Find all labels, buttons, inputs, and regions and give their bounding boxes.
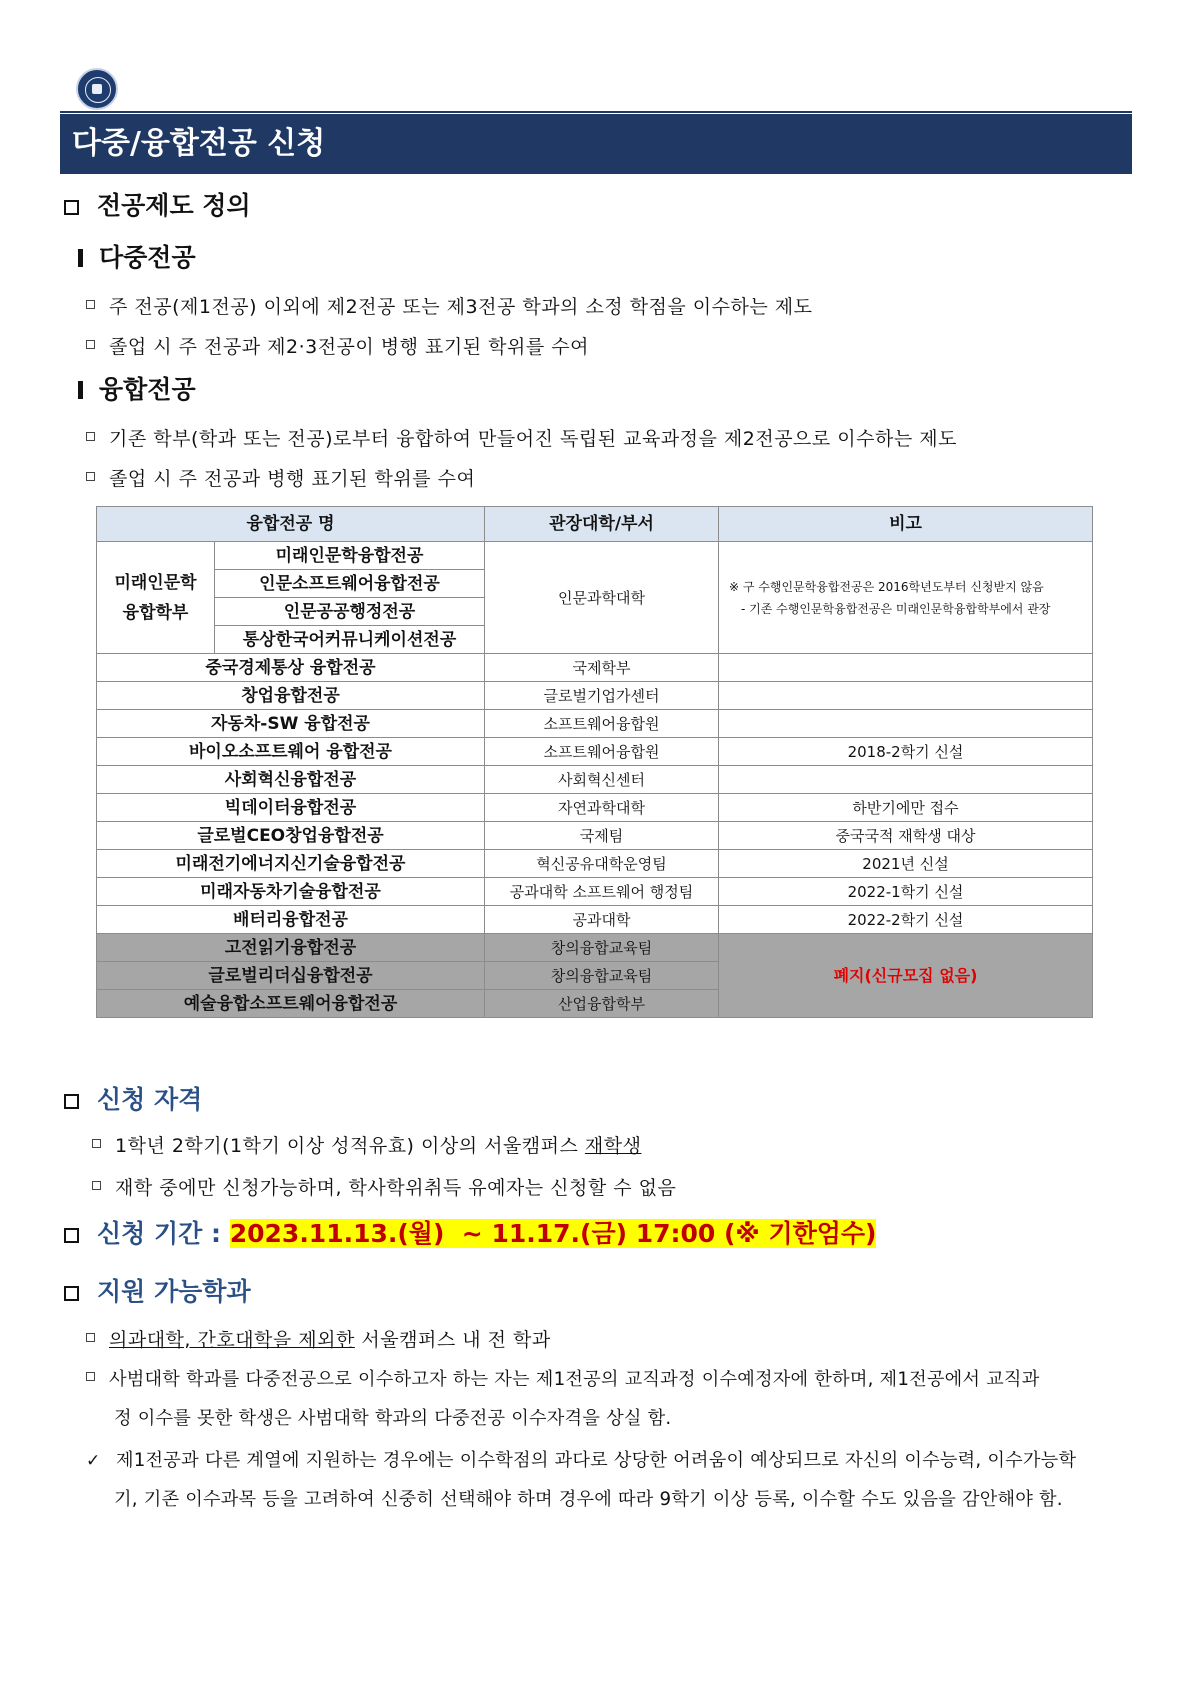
- dept-cell: 국제팀: [485, 822, 719, 850]
- major-name-cell: 중국경제통상 융합전공: [97, 654, 485, 682]
- abolished-note: 폐지(신규모집 없음): [719, 934, 1093, 1018]
- major-name-cell: 고전읽기융합전공: [97, 934, 485, 962]
- major-name-cell: 창업융합전공: [97, 682, 485, 710]
- dept-cell: 글로벌기업가센터: [485, 682, 719, 710]
- multi-major-heading: 다중전공: [78, 242, 196, 274]
- dept-cell: 공과대학 소프트웨어 행정팀: [485, 878, 719, 906]
- table-row: [97, 542, 1093, 570]
- eligible-departments-heading: 지원 가능학과: [64, 1276, 251, 1308]
- table-row: [97, 878, 1093, 906]
- underlined-text: 재학생: [584, 1135, 642, 1157]
- dept-cell: 산업융합학부: [485, 990, 719, 1018]
- sub-major-cell: 미래인문학융합전공: [215, 542, 485, 570]
- major-name-cell: 미래자동차기술융합전공: [97, 878, 485, 906]
- sub-major-cell: 인문공공행정전공: [215, 598, 485, 626]
- table-row: [97, 682, 1093, 710]
- page-title: 다중/융합전공 신청: [60, 114, 1132, 174]
- note-cell: [719, 682, 1093, 710]
- note-cell: [719, 710, 1093, 738]
- table-row: [97, 850, 1093, 878]
- checkbox-square-icon: [64, 200, 79, 215]
- dept-cell: 창의융합교육팀: [485, 934, 719, 962]
- list-item: 사범대학 학과를 다중전공으로 이수하고자 하는 자는 제1전공의 교직과정 이수예정자에 한하며, 제1전공에서 교직과: [86, 1367, 1039, 1393]
- table-row: [97, 794, 1093, 822]
- column-header: 비고: [719, 507, 1093, 542]
- dept-cell: 사회혁신센터: [485, 766, 719, 794]
- major-name-cell: 글로벌CEO창업융합전공: [97, 822, 485, 850]
- dept-cell: 공과대학: [485, 906, 719, 934]
- small-square-icon: [86, 300, 95, 309]
- small-square-icon: [92, 1139, 101, 1148]
- major-name-cell: 사회혁신융합전공: [97, 766, 485, 794]
- sub-major-cell: 인문소프트웨어융합전공: [215, 570, 485, 598]
- small-square-icon: [92, 1181, 101, 1190]
- dept-cell: 인문과학대학: [485, 542, 719, 654]
- list-item: 기존 학부(학과 또는 전공)로부터 융합하여 만들어진 독립된 교육과정을 제2전공으로 이수하는 제도: [86, 426, 957, 452]
- table-row: [97, 766, 1093, 794]
- table-row: [97, 710, 1093, 738]
- dept-cell: 자연과학대학: [485, 794, 719, 822]
- group-name-cell: 미래인문학 융합학부: [97, 542, 215, 654]
- small-square-icon: [86, 1372, 95, 1381]
- checkbox-square-icon: [64, 1286, 79, 1301]
- period-heading: 신청 기간 : 2023.11.13.(월) ~ 11.17.(금) 17:00 (※ 기한엄수): [64, 1218, 876, 1250]
- bar-marker-icon: [78, 249, 83, 267]
- underlined-text: 의과대학, 간호대학을 제외한: [109, 1329, 355, 1351]
- bar-marker-icon: [78, 381, 83, 399]
- note-cell: [719, 654, 1093, 682]
- period-value: 2023.11.13.(월) ~ 11.17.(금) 17:00 (※ 기한엄수): [229, 1219, 877, 1248]
- list-item: 1학년 2학기(1학기 이상 성적유효) 이상의 서울캠퍼스 재학생: [92, 1133, 641, 1159]
- major-name-cell: 빅데이터융합전공: [97, 794, 485, 822]
- fusion-major-heading: 융합전공: [78, 374, 196, 406]
- table-header-row: [97, 507, 1093, 542]
- list-item: 졸업 시 주 전공과 병행 표기된 학위를 수여: [86, 466, 475, 492]
- checkbox-square-icon: [64, 1094, 79, 1109]
- major-name-cell: 글로벌리더십융합전공: [97, 962, 485, 990]
- remark-cell: [719, 542, 1093, 654]
- major-name-cell: 배터리융합전공: [97, 906, 485, 934]
- abolished-row: [97, 934, 1093, 962]
- table-row: [97, 654, 1093, 682]
- note-cell: 중국국적 재학생 대상: [719, 822, 1093, 850]
- note-cell: 2021년 신설: [719, 850, 1093, 878]
- checkmark-icon: ✓: [86, 1451, 101, 1471]
- major-name-cell: 자동차-SW 융합전공: [97, 710, 485, 738]
- list-item-continuation: 기, 기존 이수과목 등을 고려하여 신중히 선택해야 하며 경우에 따라 9학기 이상 등록, 이수할 수도 있음을 감안해야 함.: [114, 1489, 1063, 1510]
- list-item: 의과대학, 간호대학을 제외한 서울캠퍼스 내 전 학과: [86, 1327, 551, 1353]
- column-header: 관장대학/부서: [485, 507, 719, 542]
- major-name-cell: 바이오소프트웨어 융합전공: [97, 738, 485, 766]
- eligibility-heading: 신청 자격: [64, 1084, 202, 1116]
- sub-major-cell: 통상한국어커뮤니케이션전공: [215, 626, 485, 654]
- dept-cell: 소프트웨어융합원: [485, 710, 719, 738]
- small-square-icon: [86, 340, 95, 349]
- section-definition-heading: 전공제도 정의: [64, 190, 251, 222]
- note-cell: 2022-1학기 신설: [719, 878, 1093, 906]
- list-item: ✓ 제1전공과 다른 계열에 지원하는 경우에는 이수학점의 과다로 상당한 어려움이 예상되므로 자신의 이수능력, 이수가능학: [86, 1448, 1076, 1474]
- table-row: [97, 738, 1093, 766]
- dept-cell: 소프트웨어융합원: [485, 738, 719, 766]
- remark-line: - 기존 수행인문학융합전공은 미래인문학융합학부에서 관장: [741, 601, 1051, 616]
- major-name-cell: 예술융합소프트웨어융합전공: [97, 990, 485, 1018]
- small-square-icon: [86, 432, 95, 441]
- dept-cell: 혁신공유대학운영팀: [485, 850, 719, 878]
- list-item: 재학 중에만 신청가능하며, 학사학위취득 유예자는 신청할 수 없음: [92, 1175, 676, 1201]
- column-header: 융합전공 명: [97, 507, 485, 542]
- note-cell: 2018-2학기 신설: [719, 738, 1093, 766]
- list-item-continuation: 정 이수를 못한 학생은 사범대학 학과의 다중전공 이수자격을 상실 함.: [114, 1408, 672, 1429]
- small-square-icon: [86, 1333, 95, 1342]
- small-square-icon: [86, 472, 95, 481]
- major-name-cell: 미래전기에너지신기술융합전공: [97, 850, 485, 878]
- table-row: [97, 906, 1093, 934]
- fusion-major-table: [96, 506, 1093, 1018]
- list-item: 졸업 시 주 전공과 제2·3전공이 병행 표기된 학위를 수여: [86, 334, 589, 360]
- note-cell: 하반기에만 접수: [719, 794, 1093, 822]
- dept-cell: 창의융합교육팀: [485, 962, 719, 990]
- dept-cell: 국제학부: [485, 654, 719, 682]
- note-cell: 2022-2학기 신설: [719, 906, 1093, 934]
- note-cell: [719, 766, 1093, 794]
- university-logo: [76, 68, 118, 110]
- list-item: 주 전공(제1전공) 이외에 제2전공 또는 제3전공 학과의 소정 학점을 이수하는 제도: [86, 294, 812, 320]
- table-row: [97, 822, 1093, 850]
- header-rule: [60, 111, 1132, 113]
- remark-line: ※ 구 수행인문학융합전공은 2016학년도부터 신청받지 않음: [729, 579, 1044, 594]
- checkbox-square-icon: [64, 1228, 79, 1243]
